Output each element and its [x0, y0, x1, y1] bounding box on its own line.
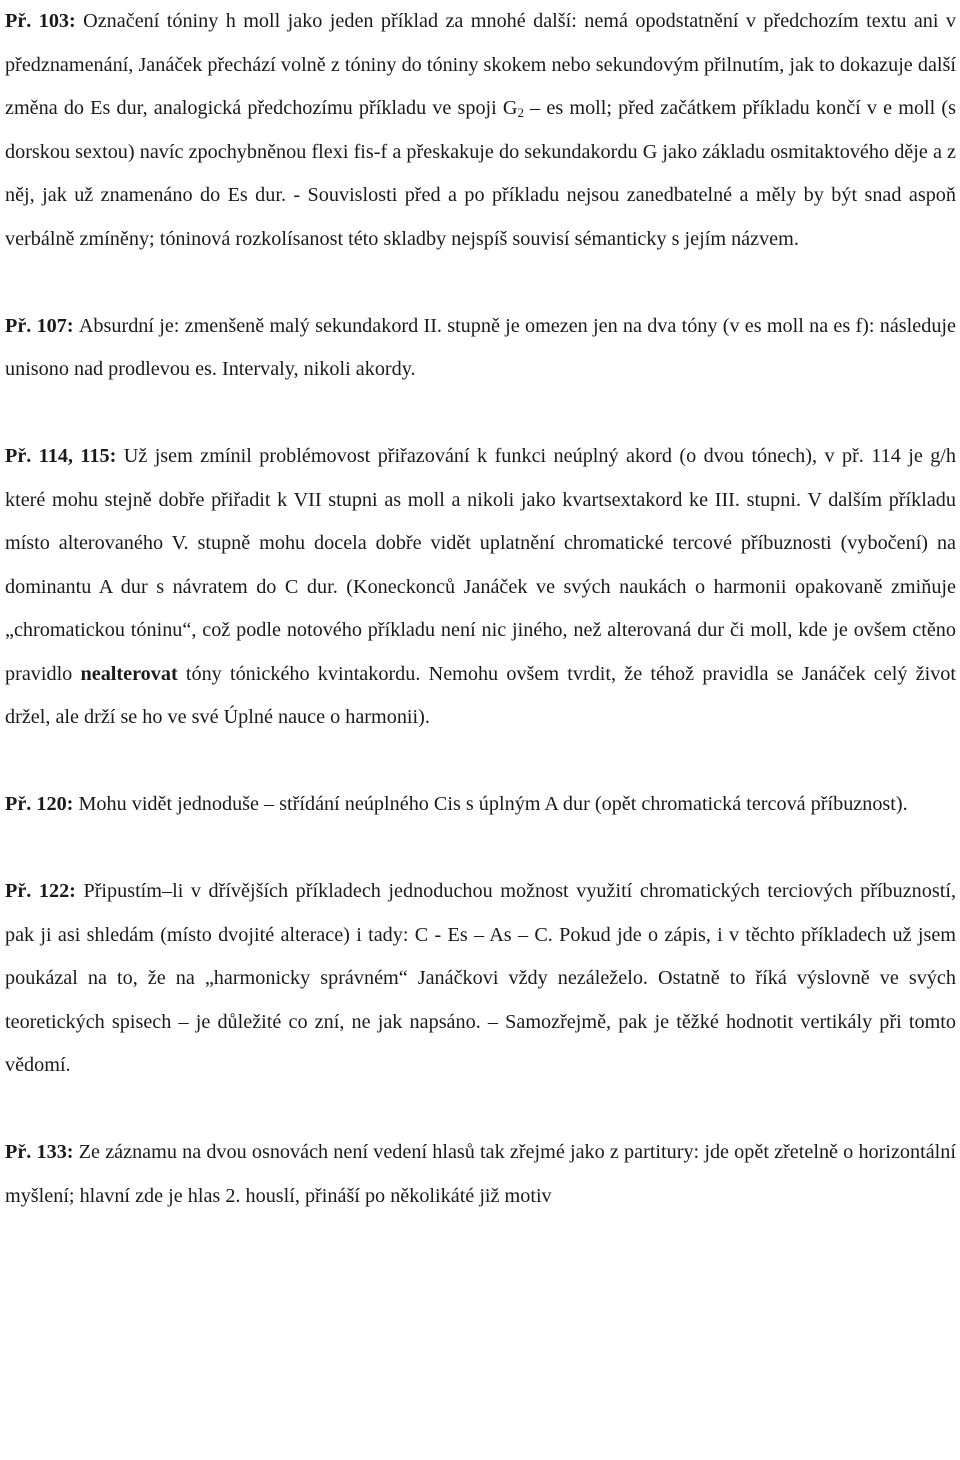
example-number: 103: — [31, 10, 84, 32]
paragraph-text: Absurdní je: zmenšeně malý sekundakord II. stupně je omezen jen na dva tóny (v es moll na es f): následuje unisono nad prodlevou es. Intervaly, nikoli akordy. — [5, 314, 956, 380]
paragraph-example-107 — [5, 305, 956, 392]
paragraph-example-103 — [5, 0, 956, 261]
paragraph-text: Ze záznamu na dvou osnovách není vedení hlasů tak zřejmé jako z partitury: jde opět zřetelně o horizontální myšlení; hlavní zde je hlas 2. houslí, přináší po několikáté již motiv — [5, 1141, 956, 1207]
paragraph-text: Označení tóniny h moll jako jeden příklad za mnohé další: nemá opodstatnění v předchozím textu ani v předznamenání, Janáček přechází volně z tóniny do tóniny skokem nebo sekundovým přilnutím, jak to dokazuje další změna do Es dur, analogická předchozímu příkladu ve spoji G — [5, 10, 956, 119]
paragraph-gap — [5, 1088, 956, 1132]
paragraph-text: Mohu vidět jednoduše – střídání neúplného Cis s úplným A dur (opět chromatická tercová příbuznost). — [78, 793, 908, 815]
example-label: Př. — [5, 1141, 32, 1163]
example-label: Př. — [5, 880, 32, 902]
paragraph-text: Už jsem zmínil problémovost přiřazování k funkci neúplný akord (o dvou tónech), v př. 114 je g/h které mohu stejně dobře přiřadit k VII stupni as moll a nikoli jako kvartsextakord ke III. stupni. V dalším příkladu místo alterovaného V. stupně mohu docela dobře vidět uplatnění chromatické tercové příbuznosti (vybočení) na dominantu A dur s návratem do C dur. (Koneckonců Janáček ve svých naukách o harmonii opakovaně zmiňuje „chromatickou tóninu“, což podle notového příkladu není nic jiného, než alterovaná dur či moll, kde je ovšem ctěno pravidlo — [5, 445, 957, 685]
paragraph-text-continued: – es moll; před začátkem příkladu končí v e moll (s dorskou sextou) navíc zpochybněnou flexi fis-f a přeskakuje do sekundakordu G jako základu osmitaktového děje a z něj, jak už znamenáno do Es dur. - Souvislosti před a po příkladu nejsou zanedbatelné a měly by být snad aspoň verbálně zmíněny; tóninová rozkolísanost této skladby nejspíš souvisí sémanticky s jejím názvem. — [5, 97, 957, 250]
paragraph-example-120 — [5, 783, 956, 827]
example-number: 114, 115: — [31, 445, 124, 467]
example-number: 133: — [31, 1141, 79, 1163]
example-label: Př. — [5, 10, 32, 32]
paragraph-example-122 — [5, 870, 956, 1088]
paragraph-gap — [5, 827, 956, 871]
example-label: Př. — [5, 445, 32, 467]
paragraph-text-continued: tóny tónického kvintakordu. Nemohu ovšem tvrdit, že téhož pravidla se Janáček celý život držel, ale drží se ho ve své Úplné nauce o harmonii). — [5, 662, 956, 728]
emphasized-word: nealterovat — [80, 662, 178, 685]
example-label: Př. — [5, 793, 32, 815]
paragraph-gap — [5, 392, 956, 436]
paragraph-gap — [5, 261, 956, 305]
example-number: 120: — [31, 793, 79, 815]
subscript: 2 — [517, 105, 525, 120]
paragraph-gap — [5, 740, 956, 784]
example-label: Př. — [5, 314, 32, 337]
paragraph-example-133 — [5, 1131, 956, 1218]
paragraph-example-114-115 — [5, 435, 956, 740]
example-number: 122: — [31, 880, 84, 902]
paragraph-text: Připustím–li v dřívějších příkladech jednoduchou možnost využití chromatických terciových příbuzností, pak ji asi shledám (místo dvojité alterace) i tady: C - Es – As – C. Pokud jde o zápis, i v těchto příkladech už jsem poukázal na to, že na „harmonicky správném“ Janáčkovi vždy nezáleželo. Ostatně to říká výslovně ve svých teoretických spisech – je důležité co zní, ne jak napsáno. – Samozřejmě, pak je těžké hodnotit vertikály při tomto vědomí. — [5, 880, 956, 1076]
example-number: 107: — [31, 314, 79, 337]
